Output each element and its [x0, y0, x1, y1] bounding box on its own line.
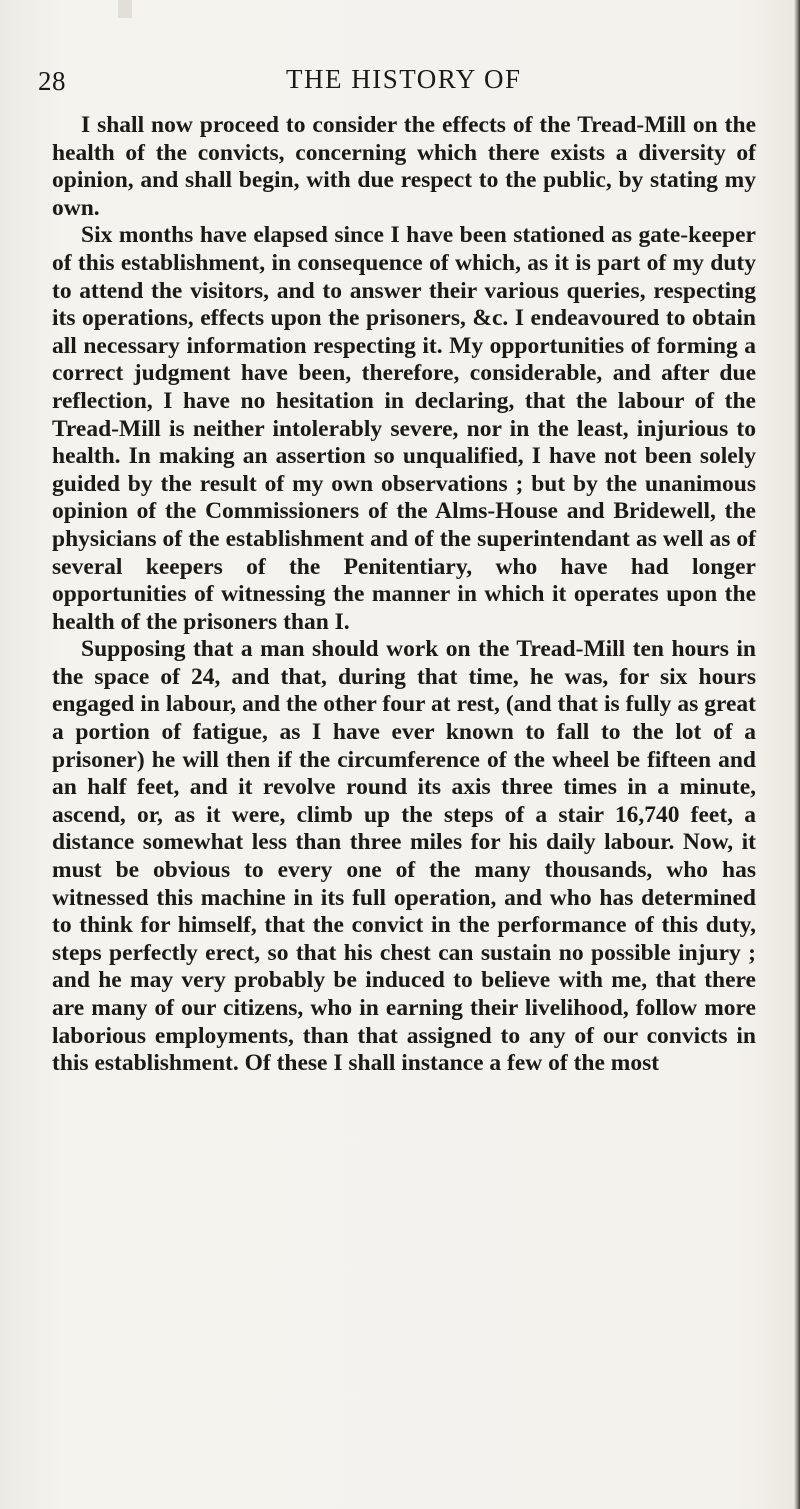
page-number: 28 [38, 66, 66, 96]
paragraph: Six months have elapsed since I have been stationed as gate-keeper of this establishment, in consequence of which, as it is part of my duty to attend the visitors, and to answer their various queries, respecting its operations, effects upon the prisoners, &c. I endeavoured to obtain all necessary information respecting it. My opportunities of forming a correct judgment have been, therefore, considerable, and after due reflection, I have no hesitation in declaring, that the labour of the Tread-Mill is neither intolerably severe, nor in the least, injurious to health. In making an assertion so unqualified, I have not been solely guided by the result of my own observations ; but by the unanimous opinion of the Commissioners of the Alms-House and Bridewell, the physicians of the establishment and of the superintendant as well as of several keepers of the Penitentiary, who have had longer opportunities of witnessing the manner in which it operates upon the health of the prisoners than I. [52, 222, 756, 635]
running-head [38, 64, 758, 98]
running-title: THE HISTORY OF [286, 64, 522, 94]
paper-blemish [118, 0, 132, 18]
body-text [52, 112, 756, 1078]
paragraph: Supposing that a man should work on the Tread-Mill ten hours in the space of 24, and that, during that time, he was, for six hours engaged in labour, and the other four at rest, (and that is fully as great a portion of fatigue, as I have ever known to fall to the lot of a prisoner) he will then if the circumference of the wheel be fifteen and an half feet, and it revolve round its axis three times in a minute, ascend, or, as it were, climb up the steps of a stair 16,740 feet, a distance somewhat less than three miles for his daily labour. Now, it must be obvious to every one of the many thousands, who has witnessed this machine in its full operation, and who has determined to think for himself, that the convict in the performance of this duty, steps perfectly erect, so that his chest can sustain no possible injury ; and he may very probably be induced to believe with me, that there are many of our citizens, who in earning their livelihood, follow more laborious employments, than that assigned to any of our convicts in this establishment. Of these I shall instance a few of the most [52, 636, 756, 1077]
paragraph: I shall now proceed to consider the effects of the Tread-Mill on the health of the convicts, concerning which there exists a diversity of opinion, and shall begin, with due respect to the public, by stating my own. [52, 112, 756, 221]
page-edge-shadow [794, 0, 800, 1509]
